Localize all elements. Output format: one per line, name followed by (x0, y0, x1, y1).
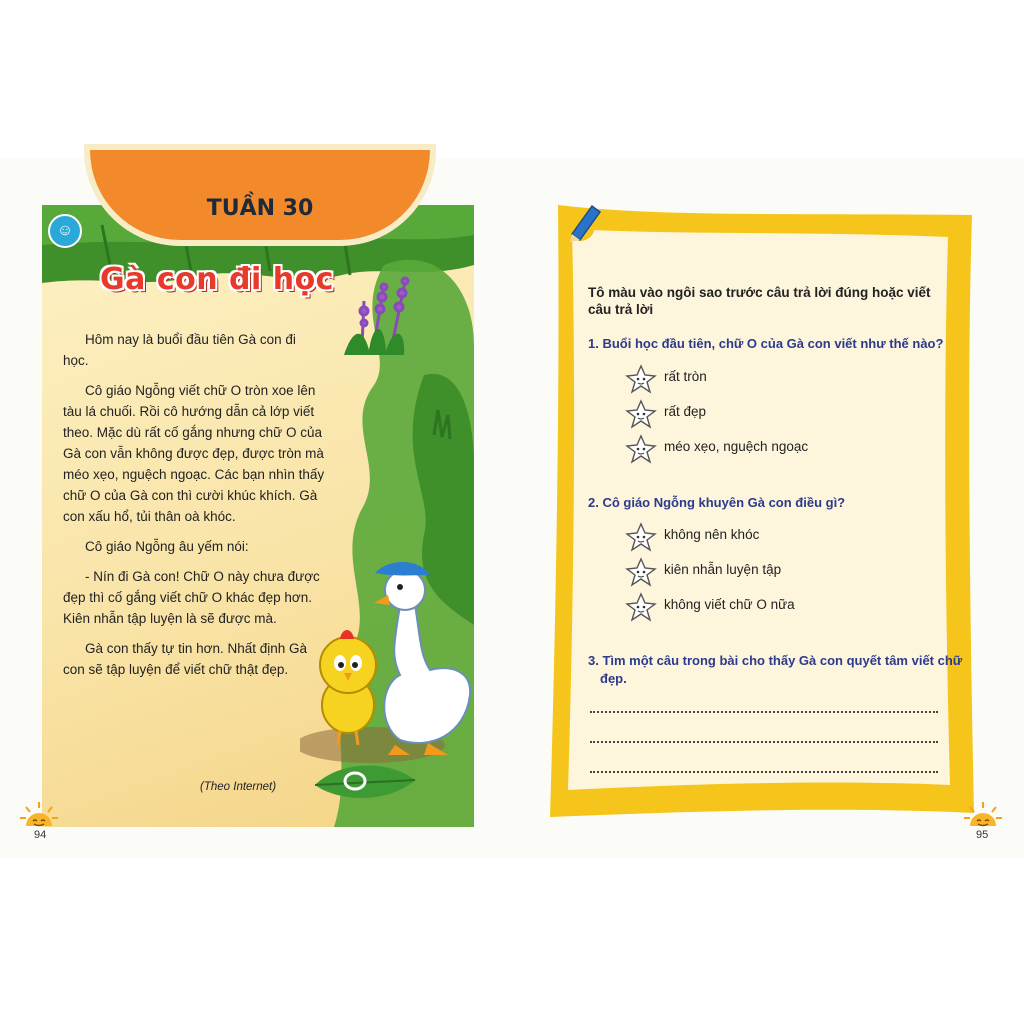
chick-and-goose-illustration (300, 545, 475, 805)
story-paragraph: Hôm nay là buổi đầu tiên Gà con đi học. (63, 332, 296, 368)
story-title: Gà con đi học (100, 262, 334, 297)
week-label: TUẦN 30 (206, 196, 314, 221)
question-1: 1. Buổi học đầu tiên, chữ O của Gà con viết như thế nào? (588, 336, 944, 351)
star-icon[interactable] (624, 557, 658, 587)
answer-line[interactable] (590, 711, 938, 713)
story-text (63, 329, 325, 689)
star-icon[interactable] (624, 592, 658, 622)
question-3: 3. Tìm một câu trong bài cho thấy Gà con quyết tâm viết chữ đẹp. (588, 653, 963, 686)
option-label: không viết chữ O nữa (664, 597, 795, 612)
option-label: kiên nhẫn luyện tập (664, 562, 782, 577)
reader-icon: ☺ (48, 214, 82, 248)
story-paragraph: Cô giáo Ngỗng âu yếm nói: (85, 539, 249, 554)
star-icon[interactable] (624, 522, 658, 552)
source-prefix: (Theo (200, 781, 234, 793)
option-label: không nên khóc (664, 527, 760, 542)
story-paragraph: Cô giáo Ngỗng viết chữ O tròn xoe lên tàu lá chuối. Rồi cô hướng dẫn cả lớp viết theo. Mặc dù rất cố gắng nhưng chữ O của Gà con vẫn không được đẹp, được tròn mà méo xẹo, nguệch ngoạc. Các bạn nhìn thấy chữ O của Gà con thì cười khúc khích. Gà con xấu hổ, tủi thân oà khóc. (63, 383, 325, 524)
page-number-left: 94 (34, 829, 47, 841)
star-icon[interactable] (624, 434, 658, 464)
source-suffix: ) (272, 781, 277, 793)
instruction-text: Tô màu vào ngôi sao trước câu trả lời đúng hoặc viết câu trả lời (588, 285, 931, 317)
story-paragraph: Gà con thấy tự tin hơn. Nhất định Gà con sẽ tập luyện để viết chữ thật đẹp. (63, 641, 308, 677)
story-source (200, 781, 276, 793)
pencil-icon (560, 200, 604, 244)
source-name: Internet (233, 781, 273, 793)
star-icon[interactable] (624, 399, 658, 429)
story-paragraph: - Nín đi Gà con! Chữ O này chưa được đẹp thì cố gắng viết chữ O khác đẹp hơn. Kiên nhẫn tập luyện là sẽ được mà. (63, 569, 320, 626)
answer-line[interactable] (590, 741, 938, 743)
star-icon[interactable] (624, 364, 658, 394)
option-label: rất tròn (664, 369, 707, 384)
question-2: 2. Cô giáo Ngỗng khuyên Gà con điều gì? (588, 495, 846, 510)
week-tab (90, 150, 430, 240)
answer-line[interactable] (590, 771, 938, 773)
option-label: méo xẹo, nguệch ngoạc (664, 439, 809, 454)
sun-icon (962, 798, 1004, 828)
page-number-right: 95 (976, 829, 989, 841)
sun-icon (18, 798, 60, 828)
option-label: rất đẹp (664, 404, 707, 419)
